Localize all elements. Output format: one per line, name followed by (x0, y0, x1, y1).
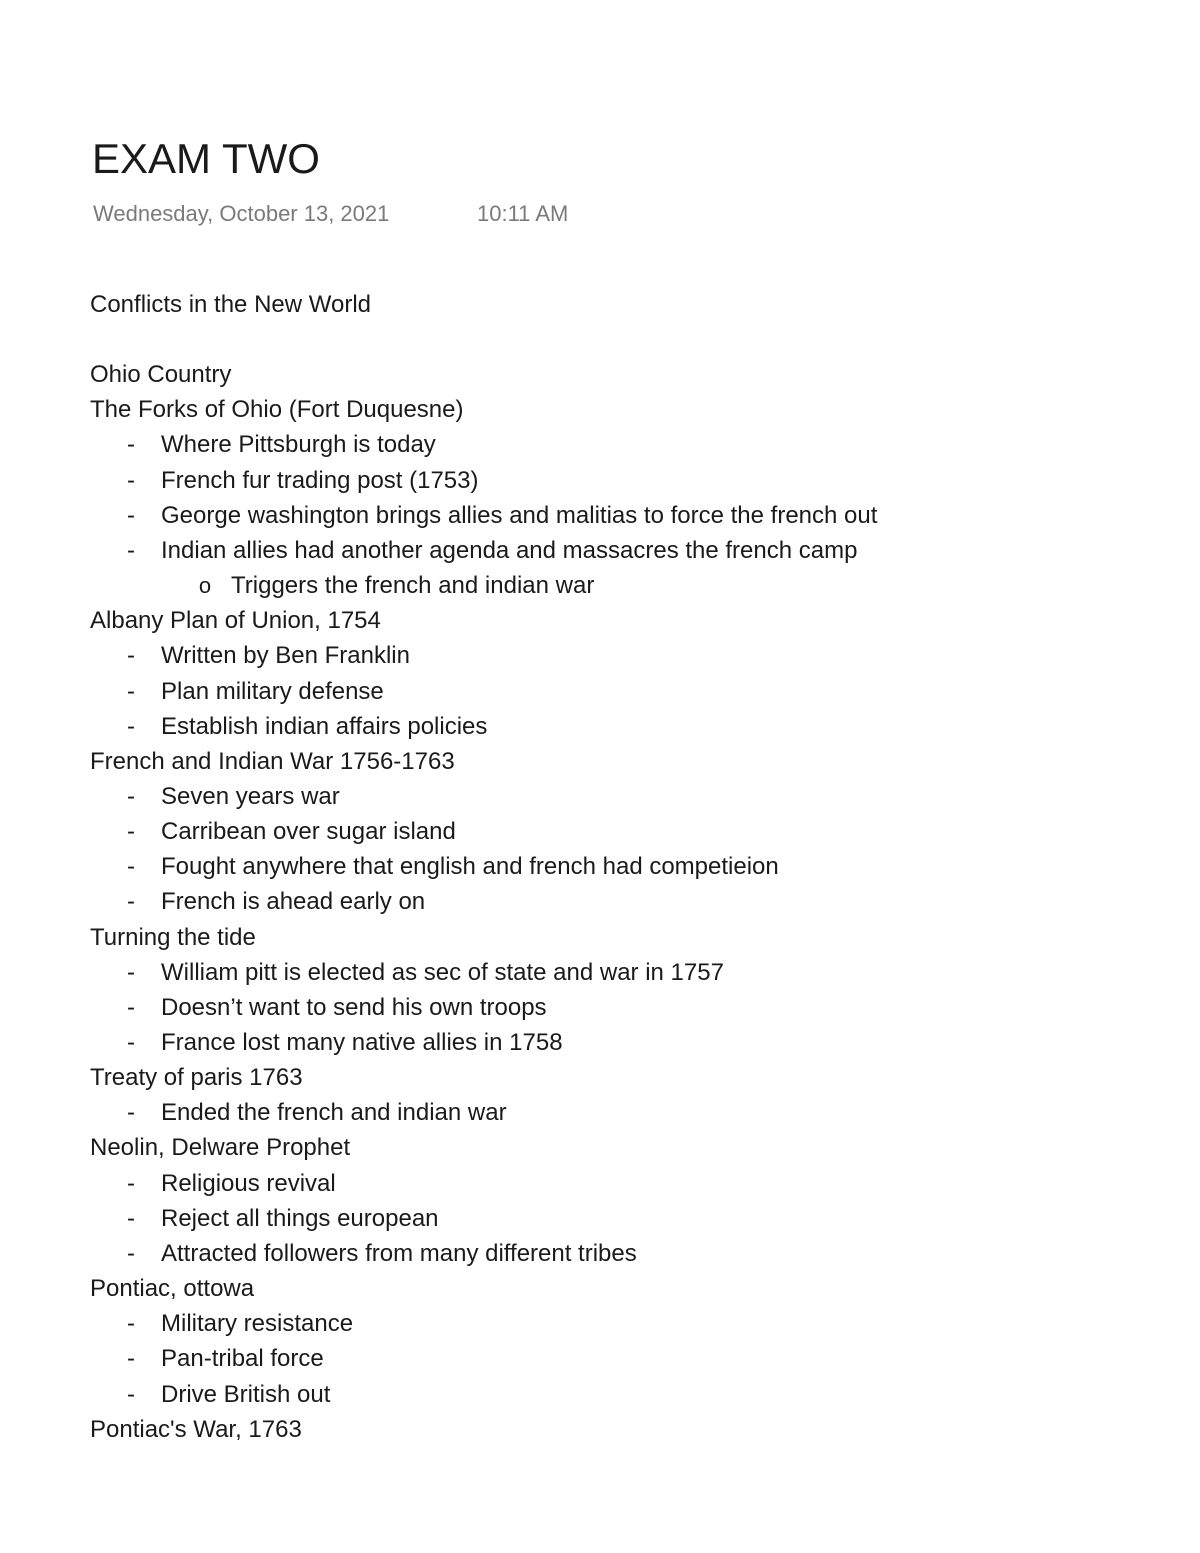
dash-bullet-icon: - (127, 466, 135, 494)
line-text: Attracted followers from many different tribes (161, 1239, 637, 1267)
dash-bullet-icon: - (127, 1345, 135, 1373)
line-text: Pontiac, ottowa (90, 1275, 255, 1302)
dash-bullet-icon: - (127, 677, 135, 705)
note-time: 10:11 AM (477, 201, 569, 226)
line-text: Carribean over sugar island (161, 818, 456, 846)
dash-bullet-icon: - (127, 818, 135, 846)
dash-bullet-icon: - (127, 1310, 135, 1338)
dash-bullet-icon: - (127, 431, 135, 459)
line-text: Neolin, Delware Prophet (90, 1134, 351, 1162)
line-text: Where Pittsburgh is today (161, 431, 436, 459)
note-date: Wednesday, October 13, 2021 (93, 201, 390, 226)
line-text: Albany Plan of Union, 1754 (90, 607, 381, 635)
dash-bullet-icon: - (127, 853, 135, 881)
line-text: George washington brings allies and malitias to force the french out (161, 501, 878, 529)
line-text: Turning the tide (90, 923, 256, 951)
line-text: French fur trading post (1753) (161, 466, 479, 494)
line-text: Drive British out (161, 1380, 331, 1408)
line-text: Fought anywhere that english and french had competieion (161, 853, 779, 881)
dash-bullet-icon: - (127, 958, 135, 986)
line-text: Indian allies had another agenda and massacres the french camp (161, 536, 858, 564)
line-text: Military resistance (161, 1310, 354, 1338)
line-text: French and Indian War 1756-1763 (90, 747, 455, 775)
dash-bullet-icon: - (127, 993, 135, 1021)
dash-bullet-icon: - (127, 1380, 135, 1408)
dash-bullet-icon: - (127, 1029, 135, 1056)
line-text: Plan military defense (161, 677, 384, 705)
line-text: France lost many native allies in 1758 (161, 1029, 563, 1056)
line-text: Pontiac's War, 1763 (90, 1415, 302, 1440)
line-text: The Forks of Ohio (Fort Duquesne) (90, 396, 464, 424)
line-text: Ended the french and indian war (161, 1099, 507, 1127)
dash-bullet-icon: - (127, 642, 135, 670)
dash-bullet-icon: - (127, 1169, 135, 1197)
line-text: Written by Ben Franklin (161, 642, 410, 670)
dash-bullet-icon: - (127, 1204, 135, 1232)
line-text: Triggers the french and indian war (231, 572, 595, 599)
line-text: Pan-tribal force (161, 1345, 324, 1373)
dash-bullet-icon: - (127, 536, 135, 564)
line-text: Religious revival (161, 1169, 336, 1197)
dash-bullet-icon: - (127, 712, 135, 740)
dash-bullet-icon: - (127, 783, 135, 810)
page-title: EXAM TWO (92, 135, 320, 182)
dash-bullet-icon: - (127, 888, 135, 916)
line-text: French is ahead early on (161, 888, 426, 916)
line-text: Conflicts in the New World (90, 291, 371, 318)
dash-bullet-icon: - (127, 1099, 135, 1127)
dash-bullet-icon: - (127, 501, 135, 529)
line-text: Establish indian affairs policies (161, 712, 488, 740)
dash-bullet-icon: - (127, 1239, 135, 1267)
line-text: Doesn’t want to send his own troops (161, 993, 547, 1021)
line-text: Reject all things european (161, 1204, 439, 1232)
line-text: Treaty of paris 1763 (90, 1064, 303, 1092)
circle-bullet-icon: o (198, 573, 212, 598)
note-body (90, 0, 1170, 1440)
line-text: Seven years war (161, 783, 340, 810)
line-text: William pitt is elected as sec of state and war in 1757 (161, 958, 724, 986)
line-text: Ohio Country (90, 361, 232, 389)
